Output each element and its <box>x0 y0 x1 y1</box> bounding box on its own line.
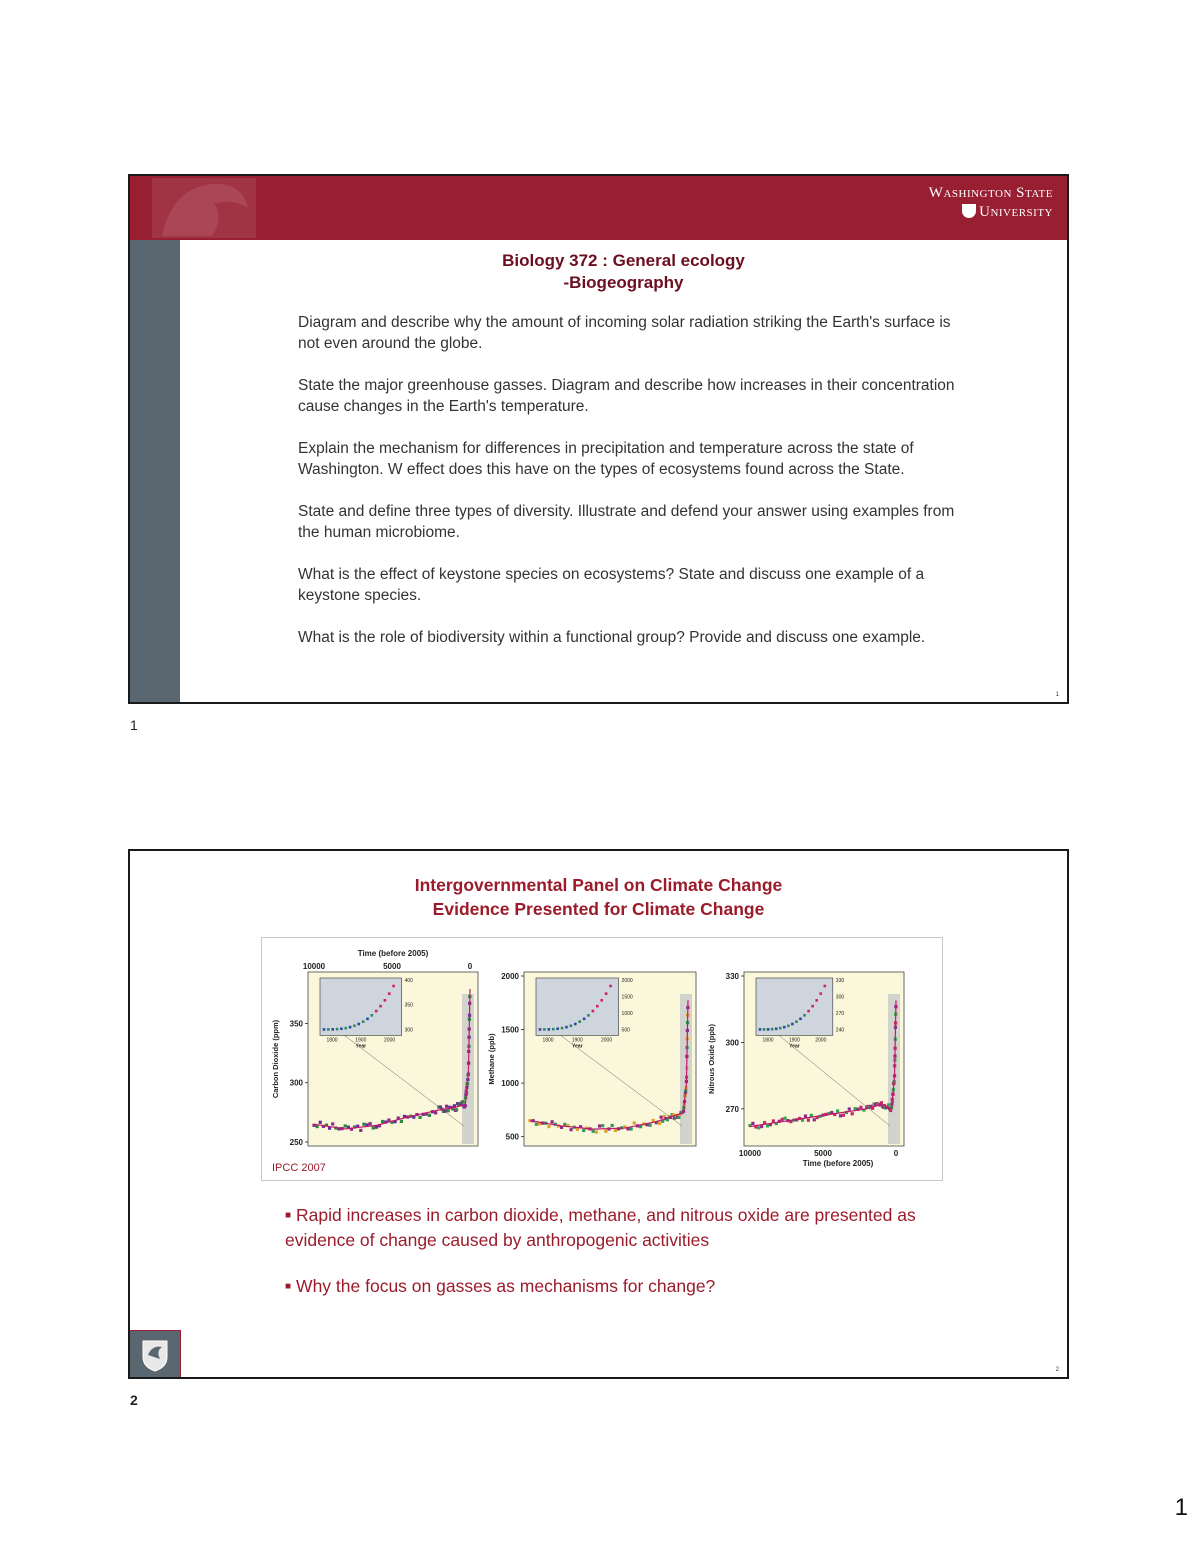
data-point <box>400 1120 403 1123</box>
inset-data-point <box>375 1010 378 1013</box>
data-point <box>611 1124 614 1127</box>
inset-y-tick-label: 330 <box>835 978 845 984</box>
data-point <box>633 1121 636 1124</box>
ipcc-figure <box>261 937 943 1181</box>
inset-data-point <box>565 1026 568 1029</box>
y-tick-label: 500 <box>505 1132 519 1142</box>
data-point <box>434 1111 437 1114</box>
inset-data-point <box>600 999 603 1002</box>
inset-data-point <box>384 999 387 1002</box>
data-point <box>757 1126 760 1129</box>
list-item: State the major greenhouse gasses. Diagram and describe how increases in their concentration cause changes in the Earth's temperature. <box>298 377 955 415</box>
inset-y-tick-label: 1000 <box>621 1010 633 1017</box>
data-point <box>598 1124 601 1127</box>
data-point <box>783 1117 786 1120</box>
inset-panel <box>756 978 833 1035</box>
inset-data-point <box>574 1023 577 1026</box>
inset-data-point <box>556 1027 559 1030</box>
inset-data-point <box>561 1027 564 1030</box>
list-item: What is the role of biodiversity within a functional group? Provide and discuss one example. <box>298 629 926 646</box>
data-point <box>660 1116 663 1119</box>
data-point <box>595 1130 598 1133</box>
data-point <box>418 1116 421 1119</box>
shield-icon <box>962 204 976 218</box>
inset-data-point <box>767 1028 770 1031</box>
inset-x-tick-label: 1800 <box>542 1037 554 1044</box>
data-point <box>842 1114 845 1117</box>
inset-data-point <box>336 1028 339 1031</box>
inset-data-point <box>771 1028 774 1031</box>
inset-data-point <box>605 992 608 995</box>
x-tick-label: 0 <box>467 962 473 971</box>
inset-data-point <box>344 1027 347 1030</box>
slide-number-label: 2 <box>130 1392 138 1408</box>
inset-y-tick-label: 240 <box>835 1027 845 1034</box>
data-point <box>813 1118 816 1121</box>
data-point <box>551 1120 554 1123</box>
data-point <box>658 1122 661 1125</box>
x-tick-label: 5000 <box>383 962 401 971</box>
inset-data-point <box>787 1024 790 1027</box>
data-point <box>547 1125 550 1128</box>
y-tick-label: 330 <box>725 972 739 981</box>
data-point <box>604 1130 607 1133</box>
wsu-logo: Washington State University <box>928 185 1053 220</box>
data-point <box>381 1120 384 1123</box>
data-point <box>772 1119 775 1122</box>
data-point <box>331 1122 334 1125</box>
inset-y-tick-label: 300 <box>404 1027 413 1034</box>
inset-data-point <box>362 1020 365 1023</box>
inset-x-tick-label: 1900 <box>788 1037 800 1044</box>
data-point <box>851 1112 854 1115</box>
y-tick-label: 300 <box>289 1078 303 1088</box>
y-tick-label: 350 <box>289 1019 303 1029</box>
y-tick-label: 300 <box>725 1038 739 1048</box>
data-point <box>836 1109 839 1112</box>
inset-data-point <box>570 1024 573 1027</box>
data-point <box>319 1121 322 1124</box>
bullet-icon: ■ <box>285 1281 292 1292</box>
y-tick-label: 270 <box>725 1104 739 1114</box>
inset-data-point <box>583 1018 586 1021</box>
data-point <box>462 1100 465 1103</box>
inset-data-point <box>552 1028 555 1031</box>
bullet-list <box>285 1203 925 1321</box>
data-point <box>372 1126 375 1129</box>
data-point <box>582 1129 585 1132</box>
inset-data-point <box>811 1005 814 1008</box>
page-number: 1 <box>1174 1494 1188 1521</box>
data-point <box>592 1130 595 1133</box>
inset-x-axis-label: Year <box>789 1043 800 1050</box>
inset-data-point <box>578 1020 581 1023</box>
inset-data-point <box>358 1023 361 1026</box>
inset-data-point <box>371 1014 374 1017</box>
data-point <box>362 1123 365 1126</box>
inset-data-point <box>379 1005 382 1008</box>
data-point <box>601 1124 604 1127</box>
list-item: State and define three types of diversity. Illustrate and defend your answer using examples from the human microbiome. <box>298 503 955 541</box>
wsu-corner-logo <box>130 1330 181 1377</box>
list-item: Explain the mechanism for differences in precipitation and temperature across the state of Washington. W effect does this have on the types of ecosystems found across the State. <box>298 440 914 478</box>
inset-data-point <box>388 992 391 995</box>
inset-x-axis-label: Year <box>355 1043 367 1050</box>
slide-title: Intergovernmental Panel on Climate Change Evidence Presented for Climate Change <box>414 875 783 919</box>
data-point <box>848 1107 851 1110</box>
inset-data-point <box>366 1018 369 1021</box>
inset-y-tick-label: 500 <box>621 1027 630 1034</box>
inset-data-point <box>340 1027 343 1030</box>
y-tick-label: 250 <box>289 1138 303 1147</box>
inset-x-tick-label: 2000 <box>815 1037 827 1044</box>
inset-y-tick-label: 1500 <box>621 994 633 1001</box>
slide-title: Biology 372 : General ecology -Biogeography <box>502 251 745 292</box>
inset-x-axis-label: Year <box>571 1043 583 1050</box>
y-axis-label: Nitrous Oxide (ppb) <box>707 1024 716 1094</box>
data-point <box>804 1114 807 1117</box>
inset-y-tick-label: 350 <box>404 1002 413 1009</box>
y-tick-label: 1000 <box>501 1079 519 1089</box>
inset-y-tick-label: 270 <box>835 1010 845 1017</box>
inset-x-tick-label: 2000 <box>384 1037 396 1044</box>
data-point <box>614 1129 617 1132</box>
recent-period-band <box>888 994 900 1144</box>
data-point <box>807 1119 810 1122</box>
figure-caption: IPCC 2007 <box>272 1162 326 1174</box>
inset-x-tick-label: 1800 <box>762 1037 774 1044</box>
inset-data-point <box>609 985 612 988</box>
data-point <box>766 1124 769 1127</box>
inset-data-point <box>331 1028 334 1031</box>
data-point <box>369 1122 372 1125</box>
inset-data-point <box>824 985 827 988</box>
inset-data-point <box>392 985 395 988</box>
data-point <box>887 1103 890 1106</box>
data-point <box>445 1105 448 1108</box>
objectives-list <box>298 312 958 669</box>
inset-data-point <box>763 1028 766 1031</box>
inset-y-tick-label: 2000 <box>621 978 633 984</box>
list-item: ■ Rapid increases in carbon dioxide, methane, and nitrous oxide are presented as evidence of change caused by anthropogenic activities <box>285 1205 916 1250</box>
inset-data-point <box>815 999 818 1002</box>
data-point <box>859 1106 862 1109</box>
inset-data-point <box>807 1010 810 1013</box>
data-point <box>751 1122 754 1125</box>
inset-data-point <box>783 1026 786 1029</box>
inset-data-point <box>791 1023 794 1026</box>
inset-panel <box>536 978 619 1035</box>
data-point <box>781 1118 784 1121</box>
data-point <box>839 1114 842 1117</box>
inset-data-point <box>819 992 822 995</box>
slide-2 <box>128 849 1069 1379</box>
inset-data-point <box>799 1018 802 1021</box>
inset-data-point <box>327 1028 330 1031</box>
inset-data-point <box>548 1028 551 1031</box>
bullet-icon: ■ <box>285 1210 292 1221</box>
data-point <box>359 1129 362 1132</box>
inset-data-point <box>539 1028 542 1031</box>
data-point <box>455 1108 458 1111</box>
inset-x-tick-label: 1900 <box>571 1037 583 1044</box>
slide-sidebar <box>130 240 180 704</box>
slide-page-mark: 2 <box>1055 1367 1059 1373</box>
inset-data-point <box>779 1027 782 1030</box>
inset-data-point <box>775 1027 778 1030</box>
y-axis-label: Carbon Dioxide (ppm) <box>271 1019 280 1099</box>
data-point <box>344 1124 347 1127</box>
list-item: What is the effect of keystone species on ecosystems? State and discuss one example of a keystone species. <box>298 566 925 604</box>
inset-y-tick-label: 300 <box>835 994 845 1001</box>
list-item: Diagram and describe why the amount of incoming solar radiation striking the Earth's surface is not even around the globe. <box>298 314 951 352</box>
x-axis-label: Time (before 2005) <box>802 1159 874 1168</box>
slide-header-bar <box>130 176 1067 240</box>
slide-number-label: 1 <box>130 717 138 733</box>
x-tick-label: 0 <box>893 1149 899 1158</box>
slide-page-mark: 1 <box>1055 692 1059 698</box>
y-tick-label: 2000 <box>501 972 519 981</box>
inset-data-point <box>592 1010 595 1013</box>
inset-data-point <box>596 1005 599 1008</box>
inset-data-point <box>323 1028 326 1031</box>
data-point <box>447 1109 450 1112</box>
x-tick-label: 10000 <box>738 1149 762 1158</box>
inset-data-point <box>353 1024 356 1027</box>
inset-x-tick-label: 1800 <box>326 1037 338 1044</box>
slide-1 <box>128 174 1069 704</box>
inset-y-tick-label: 400 <box>404 978 413 984</box>
inset-data-point <box>803 1014 806 1017</box>
x-tick-label: 10000 <box>302 962 326 971</box>
inset-x-tick-label: 2000 <box>600 1037 613 1044</box>
cougar-seal-watermark <box>152 178 256 238</box>
inset-data-point <box>543 1028 546 1031</box>
inset-data-point <box>587 1014 590 1017</box>
data-point <box>648 1124 651 1127</box>
ipcc-charts <box>262 938 942 1180</box>
inset-data-point <box>795 1020 798 1023</box>
data-point <box>428 1114 431 1117</box>
chart-title: Time (before 2005) <box>357 949 429 958</box>
list-item: ■ Why the focus on gasses as mechanisms for change? <box>285 1276 716 1296</box>
inset-data-point <box>349 1026 352 1029</box>
data-point <box>677 1116 680 1119</box>
inset-data-point <box>759 1028 762 1031</box>
data-point <box>535 1123 538 1126</box>
y-axis-label: Methane (ppb) <box>487 1033 496 1085</box>
y-tick-label: 1500 <box>501 1025 519 1035</box>
inset-panel <box>320 978 402 1035</box>
data-point <box>630 1127 633 1130</box>
inset-x-tick-label: 1900 <box>355 1037 367 1044</box>
data-point <box>563 1123 566 1126</box>
data-point <box>569 1128 572 1131</box>
x-tick-label: 5000 <box>814 1149 832 1158</box>
